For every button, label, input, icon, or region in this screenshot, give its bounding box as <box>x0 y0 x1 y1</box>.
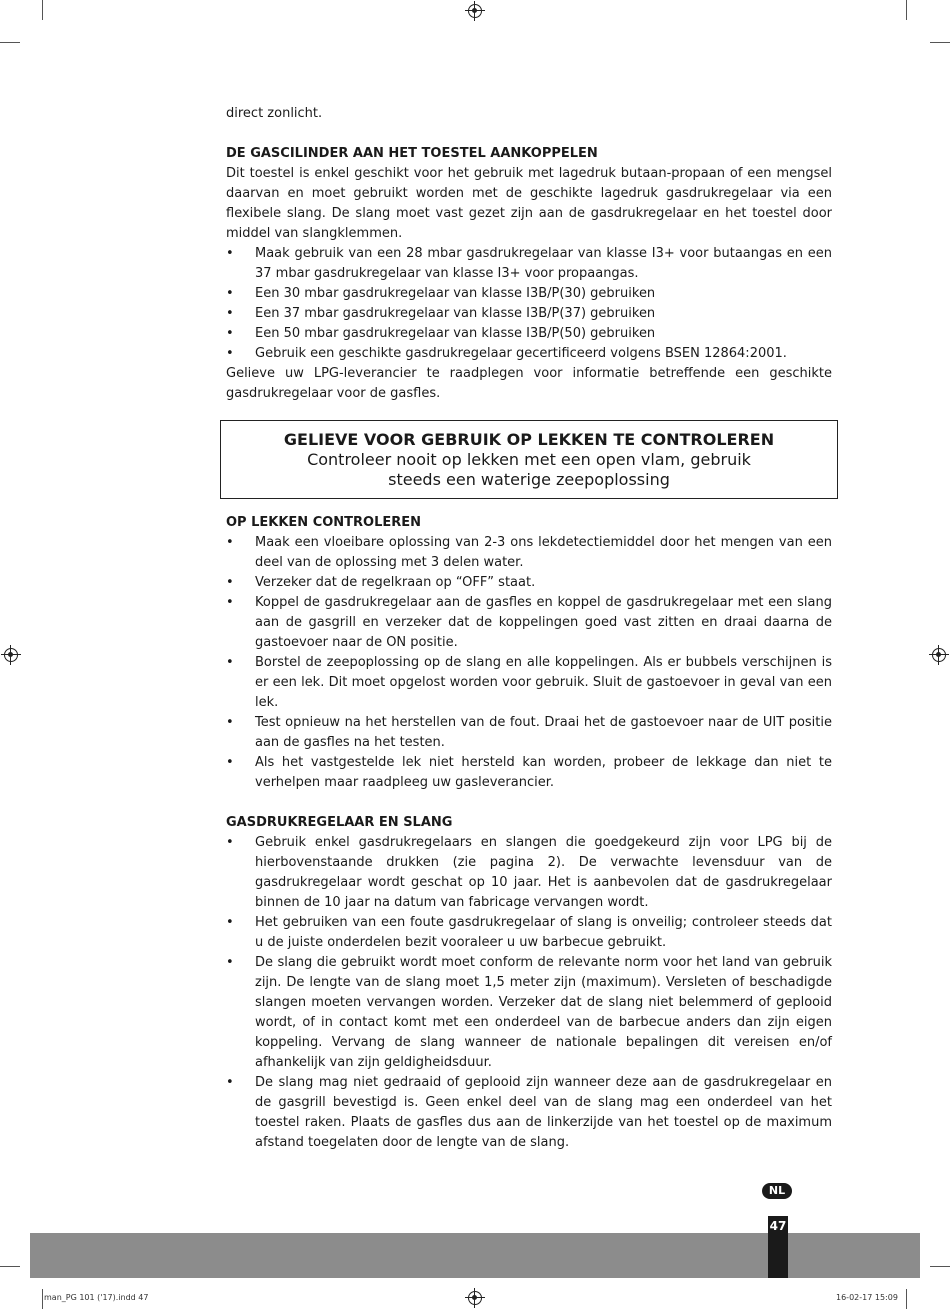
crop-mark <box>906 1289 907 1309</box>
page-content <box>226 104 832 1153</box>
list-item: • Als het vastgestelde lek niet hersteld kan worden, probeer de lekkage dan niet te verhelpen maar raadpleeg uw gasleverancier. <box>226 753 832 793</box>
print-slug-date: 16-02-17 15:09 <box>836 1293 898 1302</box>
page-number: 47 <box>769 1219 787 1233</box>
language-badge: NL <box>762 1183 792 1199</box>
crop-mark <box>930 1266 950 1267</box>
list-item: • Gebruik enkel gasdrukregelaars en slangen die goedgekeurd zijn voor LPG bij de hierbovenstaande drukken (zie pagina 2). De verwachte levensduur van de gasdrukregelaar wordt geschat op 10 jaar. Het is aanbevolen dat de gasdrukregelaar binnen de 10 jaar na datum van fabricage vervangen wordt. <box>226 833 832 913</box>
section-paragraph: Dit toestel is enkel geschikt voor het gebruik met lagedruk butaan-propaan of een mengsel daarvan en moet gebruikt worden met de geschikte lagedruk gasdrukregelaar via een flexibele slang. De slang moet vast gezet zijn aan de gasdrukregelaar en het toestel door middel van slangklemmen. <box>226 166 832 241</box>
bullet-list <box>226 244 832 364</box>
intro-text: direct zonlicht. <box>226 106 323 121</box>
crop-mark <box>42 0 43 20</box>
list-item: • De slang die gebruikt wordt moet conform de relevante norm voor het land van gebruik zijn. De lengte van de slang moet 1,5 meter zijn (maximum). Versleten of beschadigde slangen moeten vervangen worden. Verzeker dat de slang niet belemmerd of geplooid wordt, of in contact komt met een onderdeel van de barbecue anders dan zijn eigen koppeling. Vervang de slang wanneer de nationale bepalingen dit vereisen en/of afhankelijk van zijn geldigheidsduur. <box>226 953 832 1073</box>
registration-mark-icon <box>468 1291 482 1305</box>
warning-line: Controleer nooit op lekken met een open vlam, gebruik <box>307 450 751 469</box>
list-item: • Verzeker dat de regelkraan op “OFF” staat. <box>226 573 832 593</box>
bullet-list <box>226 533 832 793</box>
section-heading-lekken: OP LEKKEN CONTROLEREN <box>226 515 422 530</box>
list-item: • Borstel de zeepoplossing op de slang en alle koppelingen. Als er bubbels verschijnen is er een lek. Dit moet opgelost worden voor gebruik. Sluit de gastoevoer in geval van een lek. <box>226 653 832 713</box>
list-item: • Een 50 mbar gasdrukregelaar van klasse I3B/P(50) gebruiken <box>226 324 832 344</box>
list-item: • Maak een vloeibare oplossing van 2-3 ons lekdetectiemiddel door het mengen van een deel van de oplossing met 3 delen water. <box>226 533 832 573</box>
print-slug-file: man_PG 101 ('17).indd 47 <box>44 1293 149 1302</box>
registration-mark-icon <box>4 648 18 662</box>
crop-mark <box>0 1266 20 1267</box>
registration-mark-icon <box>468 4 482 18</box>
section-heading-slang: GASDRUKREGELAAR EN SLANG <box>226 815 453 830</box>
list-item: • De slang mag niet gedraaid of geplooid zijn wanneer deze aan de gasdrukregelaar en de gasgrill bevestigd is. Geen enkel deel van de slang mag een onderdeel van het toestel raken. Plaats de gasfles dus aan de linkerzijde van het toestel op de maximum afstand toegelaten door de lengte van de slang. <box>226 1073 832 1153</box>
crop-mark <box>930 42 950 43</box>
crop-mark <box>906 0 907 20</box>
warning-line: steeds een waterige zeepoplossing <box>388 470 670 489</box>
crop-mark <box>42 1289 43 1309</box>
list-item: • Maak gebruik van een 28 mbar gasdrukregelaar van klasse I3+ voor butaangas en een 37 mbar gasdrukregelaar van klasse I3+ voor propaangas. <box>226 244 832 284</box>
list-item: • Koppel de gasdrukregelaar aan de gasfles en koppel de gasdrukregelaar met een slang aan de gasgrill en verzeker dat de koppelingen goed vast zitten en draai daarna de gastoevoer naar de ON positie. <box>226 593 832 653</box>
list-item: • Test opnieuw na het herstellen van de fout. Draai het de gastoevoer naar de UIT positie aan de gasfles na het testen. <box>226 713 832 753</box>
registration-mark-icon <box>932 648 946 662</box>
list-item: • Het gebruiken van een foute gasdrukregelaar of slang is onveilig; controleer steeds dat u de juiste onderdelen bezit vooraleer u uw barbecue gebruikt. <box>226 913 832 953</box>
warning-title: GELIEVE VOOR GEBRUIK OP LEKKEN TE CONTROLEREN <box>283 430 775 449</box>
list-item: • Een 30 mbar gasdrukregelaar van klasse I3B/P(30) gebruiken <box>226 284 832 304</box>
warning-box <box>220 420 838 499</box>
section-closing: Gelieve uw LPG-leverancier te raadplegen voor informatie betreffende een geschikte gasdrukregelaar voor de gasfles. <box>226 366 832 401</box>
bullet-list <box>226 833 832 1153</box>
section-heading-gascilinder: DE GASCILINDER AAN HET TOESTEL AANKOPPELEN <box>226 146 598 161</box>
list-item: • Een 37 mbar gasdrukregelaar van klasse I3B/P(37) gebruiken <box>226 304 832 324</box>
list-item: • Gebruik een geschikte gasdrukregelaar gecertificeerd volgens BSEN 12864:2001. <box>226 344 832 364</box>
crop-mark <box>0 42 20 43</box>
